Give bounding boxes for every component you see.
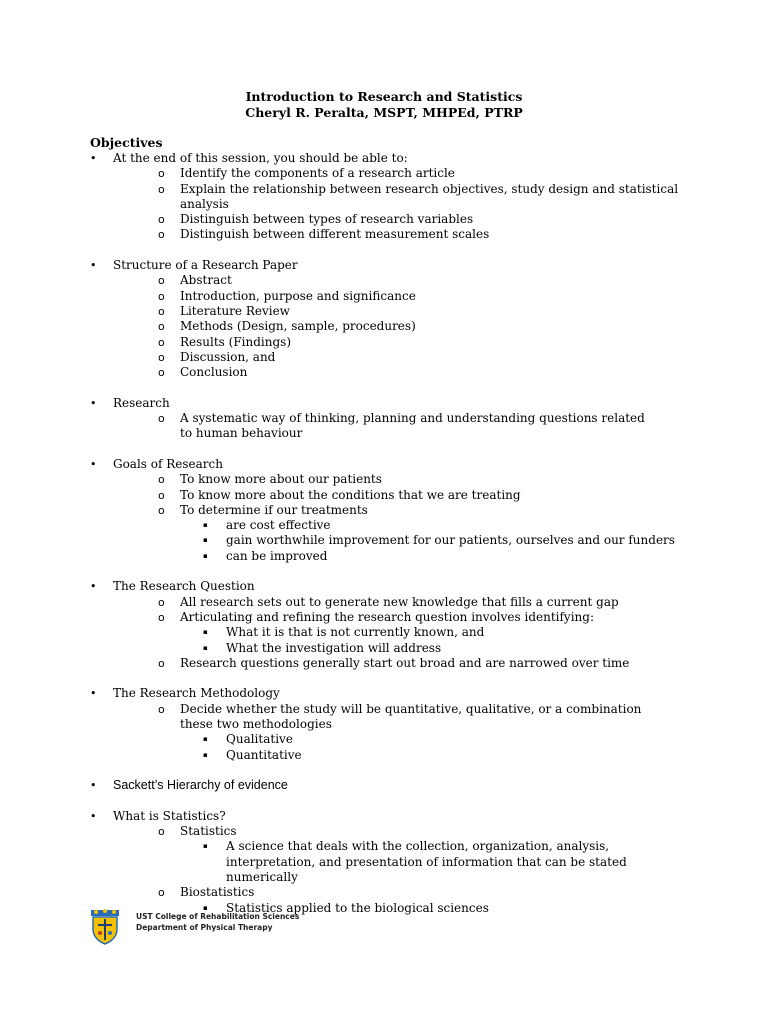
list-item: [90, 350, 690, 365]
bullet-marker: •: [90, 580, 97, 594]
goals-section: [90, 457, 690, 564]
research-definition: A systematic way of thinking, planning and understanding questions related to human behaviour: [180, 411, 645, 441]
list-item: [90, 335, 690, 350]
circle-marker: o: [158, 656, 165, 670]
circle-marker: o: [158, 886, 165, 900]
bullet-marker: •: [90, 259, 97, 273]
list-item: [90, 732, 690, 747]
list-item: [90, 273, 690, 288]
sackett-heading: Sackett’s Hierarchy of evidence: [113, 778, 288, 793]
square-marker: ▪: [203, 735, 208, 744]
structure-heading: Structure of a Research Paper: [113, 258, 298, 273]
circle-marker: o: [158, 213, 165, 227]
methodology-section: [90, 686, 690, 762]
list-item: [90, 503, 690, 518]
list-item: [90, 212, 690, 227]
research-section: [90, 396, 690, 442]
goals-heading: Goals of Research: [113, 456, 223, 471]
list-item: [90, 472, 690, 487]
list-item: [90, 151, 690, 166]
goal-subitem: gain worthwhile improvement for our patients, ourselves and our funders: [226, 533, 675, 548]
document-author: Cheryl R. Peralta, MSPT, MHPEd, PTRP: [245, 105, 523, 120]
page-footer: [88, 907, 388, 947]
goal-item: To know more about the conditions that we are treating: [180, 487, 521, 502]
goal-subitem: are cost effective: [226, 518, 331, 533]
circle-marker: o: [158, 412, 165, 426]
question-item: Articulating and refining the research question involves identifying:: [180, 609, 594, 624]
question-subitem: What the investigation will address: [226, 640, 442, 655]
list-item: [90, 610, 690, 625]
objectives-intro: At the end of this session, you should be able to:: [113, 151, 408, 165]
objective-item: Distinguish between types of research variables: [180, 212, 474, 227]
structure-section: [90, 258, 690, 380]
list-item: [90, 641, 690, 656]
bullet-marker: •: [90, 457, 97, 471]
bullet-marker: •: [90, 152, 97, 165]
list-item: [90, 182, 690, 213]
question-item: All research sets out to generate new knowledge that fills a current gap: [180, 594, 619, 609]
square-marker: ▪: [203, 842, 208, 851]
circle-marker: o: [158, 702, 165, 716]
goal-item: To know more about our patients: [180, 472, 382, 487]
section-heading: [90, 778, 690, 793]
section-heading: [90, 258, 690, 273]
question-subitem: What it is that is not currently known, and: [226, 625, 485, 640]
circle-marker: o: [158, 595, 165, 609]
list-item: [90, 411, 690, 442]
list-item: [90, 319, 690, 334]
question-item: Research questions generally start out broad and are narrowed over time: [180, 655, 630, 670]
circle-marker: o: [158, 473, 165, 487]
objective-item: Identify the components of a research article: [180, 166, 455, 181]
section-heading: [90, 579, 690, 594]
structure-item: Literature Review: [180, 303, 290, 318]
square-marker: ▪: [203, 643, 208, 652]
structure-item: Discussion, and: [180, 349, 276, 364]
structure-item: Abstract: [180, 273, 232, 288]
circle-marker: o: [158, 825, 165, 839]
biostatistics-definition: Statistics applied to the biological sciences: [226, 900, 489, 915]
bullet-marker: •: [90, 687, 97, 701]
list-item: [90, 365, 690, 380]
document-body: [90, 135, 690, 931]
question-section: [90, 579, 690, 671]
statistics-section: [90, 809, 690, 916]
methodology-subitem: Qualitative: [226, 732, 293, 747]
list-item: [90, 304, 690, 319]
methodology-subitem: Quantitative: [226, 747, 302, 762]
title-block: [0, 89, 768, 121]
section-heading: [90, 396, 690, 411]
question-heading: The Research Question: [113, 579, 255, 594]
circle-marker: o: [158, 320, 165, 334]
circle-marker: o: [158, 289, 165, 303]
goal-item: To determine if our treatments: [180, 502, 368, 517]
footer-department: Department of Physical Therapy: [136, 923, 273, 932]
square-marker: ▪: [203, 750, 208, 759]
list-item: [90, 625, 690, 640]
circle-marker: o: [158, 228, 165, 242]
goal-subitem: can be improved: [226, 548, 328, 563]
bullet-marker: •: [90, 396, 97, 410]
methodology-heading: The Research Methodology: [113, 686, 280, 701]
structure-item: Introduction, purpose and significance: [180, 288, 416, 303]
circle-marker: o: [158, 335, 165, 349]
square-marker: ▪: [203, 536, 208, 545]
square-marker: ▪: [203, 521, 208, 530]
list-item: [90, 289, 690, 304]
objective-item: Distinguish between different measurement scales: [180, 227, 490, 242]
circle-marker: o: [158, 167, 165, 181]
square-marker: ▪: [203, 628, 208, 637]
list-item: [90, 595, 690, 610]
list-item: [90, 702, 690, 733]
section-heading: [90, 686, 690, 701]
list-item: [90, 488, 690, 503]
circle-marker: o: [158, 488, 165, 502]
section-heading: [90, 809, 690, 824]
circle-marker: o: [158, 182, 165, 196]
list-item: [90, 227, 690, 242]
circle-marker: o: [158, 274, 165, 288]
document-title: Introduction to Research and Statistics: [245, 89, 523, 104]
objectives-heading: Objectives: [90, 135, 163, 150]
square-marker: ▪: [203, 551, 208, 560]
list-item: [90, 549, 690, 564]
structure-item: Results (Findings): [180, 334, 291, 349]
biostatistics-term: Biostatistics: [180, 885, 255, 900]
objective-item: Explain the relationship between research objectives, study design and statistical analysis: [180, 181, 679, 211]
methodology-item: Decide whether the study will be quantitative, qualitative, or a combination these two methodologies: [180, 701, 642, 731]
statistics-definition: A science that deals with the collection, organization, analysis, interpretation, and presentation of information that can be stated numerically: [226, 839, 627, 884]
statistics-term: Statistics: [180, 824, 237, 839]
circle-marker: o: [158, 366, 165, 380]
circle-marker: o: [158, 350, 165, 364]
structure-item: Conclusion: [180, 365, 248, 380]
list-item: [90, 824, 690, 839]
bullet-marker: •: [90, 779, 97, 793]
list-item: [90, 656, 690, 671]
list-item: [90, 885, 690, 900]
bullet-marker: •: [90, 809, 97, 823]
footer-college: UST College of Rehabilitation Sciences: [136, 912, 300, 921]
section-heading: [90, 457, 690, 472]
statistics-heading: What is Statistics?: [113, 808, 226, 823]
list-item: [90, 748, 690, 763]
square-marker: ▪: [203, 903, 208, 912]
list-item: [90, 533, 690, 548]
objectives-section: [90, 151, 690, 243]
sackett-section: [90, 778, 690, 793]
circle-marker: o: [158, 610, 165, 624]
list-item: [90, 166, 690, 181]
circle-marker: o: [158, 304, 165, 318]
list-item: [90, 839, 690, 885]
footer-text: [136, 911, 299, 933]
research-heading: Research: [113, 395, 170, 410]
list-item: [90, 518, 690, 533]
circle-marker: o: [158, 503, 165, 517]
structure-item: Methods (Design, sample, procedures): [180, 319, 416, 334]
university-crest-icon: [88, 907, 122, 945]
